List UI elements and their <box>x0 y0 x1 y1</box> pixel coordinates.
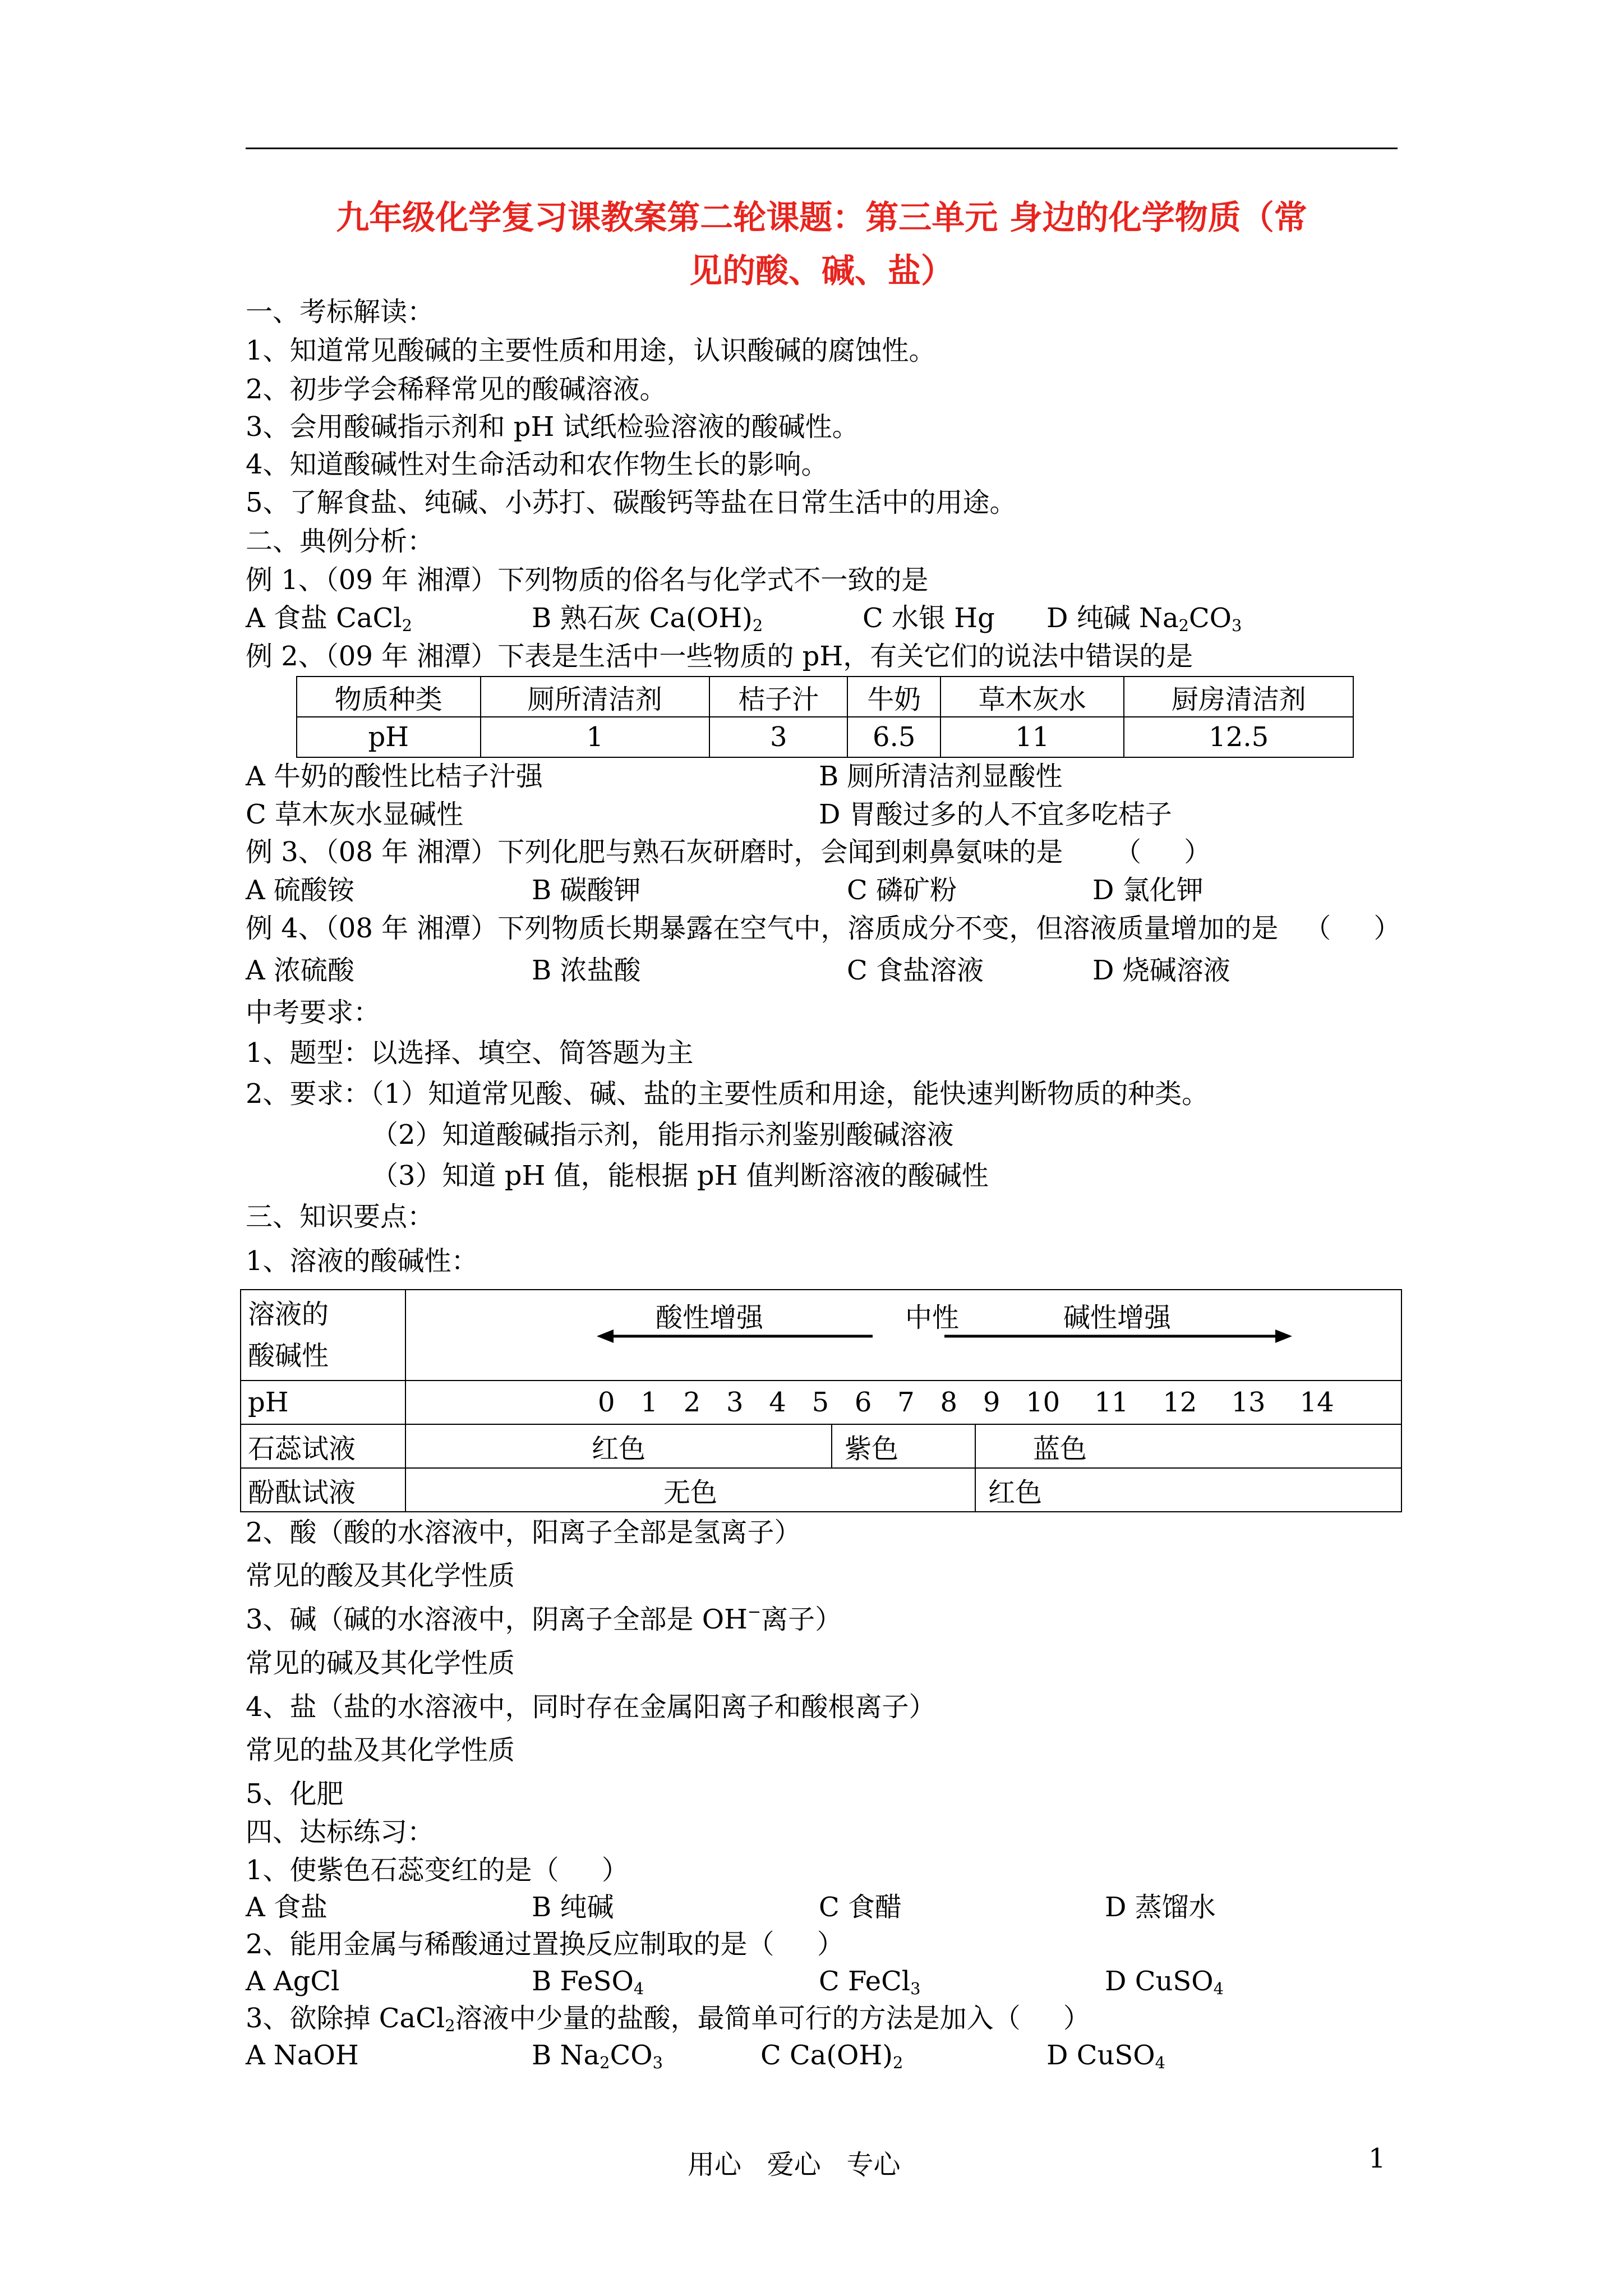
table-row <box>241 1468 1401 1512</box>
practice3-question: 3、欲除掉 CaCl$_2$溶液中少量的盐酸，最简单可行的方法是加入（ ） <box>246 2003 1090 2036</box>
section1-item-3: 3、会用酸碱指示剂和 pH 试纸检验溶液的酸碱性。 <box>246 411 859 443</box>
section3-sub1: 1、溶液的酸碱性： <box>246 1245 478 1277</box>
page-title <box>246 191 1398 297</box>
section1-item-5: 5、了解食盐、纯碱、小苏打、碳酸钙等盐在日常生活中的用途。 <box>246 487 1017 518</box>
zhongkao-item-3: （2）知道酸碱指示剂，能用指示剂鉴别酸碱溶液 <box>371 1119 954 1151</box>
practice1-question: 1、使紫色石蕊变红的是（ ） <box>246 1855 629 1886</box>
example3-option-a: A 硫酸铵 <box>246 875 354 906</box>
example1-question: 例 1、（09 年 湘潭）下列物质的俗名与化学式不一致的是 <box>246 564 929 596</box>
title-line-2: 见的酸、碱、盐） <box>689 251 954 290</box>
salt-properties: 常见的盐及其化学性质 <box>246 1734 515 1766</box>
table-cell: 红色 <box>975 1468 1401 1512</box>
practice2-option-c: C FeCl$_3$ <box>819 1966 921 1999</box>
table-row <box>297 677 1353 717</box>
title-line-1: 九年级化学复习课教案第二轮课题：第三单元 身边的化学物质（常 <box>336 198 1307 237</box>
acidity-scale-cell <box>405 1290 1401 1381</box>
section1-item-4: 4、知道酸碱性对生命活动和农作物生长的影响。 <box>246 449 828 480</box>
example2-question: 例 2、（09 年 湘潭）下表是生活中一些物质的 pH，有关它们的说法中错误的是 <box>246 641 1193 672</box>
practice3-option-d: D CuSO$_4$ <box>1046 2040 1165 2073</box>
table-cell: 12.5 <box>1124 717 1353 757</box>
table-cell: 蓝色 <box>975 1424 1401 1468</box>
example2-option-d: D 胃酸过多的人不宜多吃桔子 <box>819 799 1172 830</box>
table-header-cell: 厨房清洁剂 <box>1124 677 1353 717</box>
table-row <box>241 1290 1401 1381</box>
practice1-option-d: D 蒸馏水 <box>1105 1892 1216 1923</box>
table-cell: 1 <box>481 717 710 757</box>
table-cell: 6.5 <box>847 717 940 757</box>
table-cell: 紫色 <box>832 1424 975 1468</box>
base-definition: 3、碱（碱的水溶液中，阴离子全部是 OH−离子） <box>246 1602 842 1635</box>
section4-heading: 四、达标练习： <box>246 1816 435 1848</box>
table-header-cell: 草木灰水 <box>940 677 1124 717</box>
acid-increase-label: 酸性增强 <box>656 1302 764 1333</box>
example3-option-b: B 碳酸钾 <box>532 875 641 906</box>
row-label-line: 溶液的 <box>248 1299 329 1330</box>
section1-item-1: 1、知道常见酸碱的主要性质和用途，认识酸碱的腐蚀性。 <box>246 335 936 366</box>
table-cell: 酚酞试液 <box>241 1468 405 1512</box>
zhongkao-item-1: 1、题型：以选择、填空、简答题为主 <box>246 1037 694 1069</box>
page-number: 1 <box>1368 2143 1386 2174</box>
neutral-label: 中性 <box>905 1302 960 1333</box>
table-cell: 无色 <box>405 1468 975 1512</box>
base-arrow-icon <box>406 1290 1410 1380</box>
example3-question: 例 3、（08 年 湘潭）下列化肥与熟石灰研磨时，会闻到刺鼻氨味的是 （ ） <box>246 836 1211 868</box>
example1-option-c: C 水银 Hg <box>863 602 995 634</box>
base-increase-label: 碱性增强 <box>1063 1302 1172 1333</box>
row-label-line: 酸碱性 <box>248 1340 329 1372</box>
practice2-option-d: D CuSO$_4$ <box>1105 1966 1224 1999</box>
example4-option-a: A 浓硫酸 <box>246 955 354 986</box>
table-header-cell: 牛奶 <box>847 677 940 717</box>
zhongkao-item-4: （3）知道 pH 值，能根据 pH 值判断溶液的酸碱性 <box>371 1160 989 1191</box>
table-header-cell: 厕所清洁剂 <box>481 677 710 717</box>
example4-option-c: C 食盐溶液 <box>847 955 984 986</box>
fertilizer-heading: 5、化肥 <box>246 1778 344 1810</box>
table-cell: pH <box>241 1381 405 1424</box>
practice2-option-b: B FeSO$_4$ <box>532 1966 644 1999</box>
example4-option-b: B 浓盐酸 <box>532 955 641 986</box>
table-cell <box>241 1290 405 1381</box>
base-properties: 常见的碱及其化学性质 <box>246 1648 515 1679</box>
example1-option-b: B 熟石灰 $Ca(OH)_2$ <box>532 602 763 636</box>
acid-definition: 2、酸（酸的水溶液中，阳离子全部是氢离子） <box>246 1517 801 1548</box>
table-header-cell: 物质种类 <box>297 677 481 717</box>
example2-option-b: B 厕所清洁剂显酸性 <box>819 761 1063 792</box>
section1-item-2: 2、初步学会稀释常见的酸碱溶液。 <box>246 374 667 405</box>
practice2-question: 2、能用金属与稀酸通过置换反应制取的是（ ） <box>246 1929 844 1960</box>
salt-definition: 4、盐（盐的水溶液中，同时存在金属阳离子和酸根离子） <box>246 1691 936 1723</box>
practice3-option-c: C $Ca(OH)_2$ <box>760 2040 903 2073</box>
example2-option-a: A 牛奶的酸性比桔子汁强 <box>246 761 543 792</box>
footer-motto: 用心 爱心 专心 <box>688 2149 901 2180</box>
zhongkao-item-2: 2、要求：（1）知道常见酸、碱、盐的主要性质和用途，能快速判断物质的种类。 <box>246 1078 1209 1110</box>
section2-heading: 二、典例分析： <box>246 526 435 557</box>
table-cell: pH <box>297 717 481 757</box>
zhongkao-heading: 中考要求： <box>246 997 381 1028</box>
example4-question: 例 4、（08 年 湘潭）下列物质长期暴露在空气中，溶质成分不变，但溶液质量增加的是 （ ） <box>246 913 1401 944</box>
practice1-option-c: C 食醋 <box>819 1892 902 1923</box>
example1-option-d: D 纯碱 $Na_2CO_3$ <box>1046 602 1242 636</box>
acid-base-table <box>240 1289 1402 1512</box>
example2-option-c: C 草木灰水显碱性 <box>246 799 463 830</box>
table-cell: 3 <box>709 717 847 757</box>
table-cell: 石蕊试液 <box>241 1424 405 1468</box>
acid-properties: 常见的酸及其化学性质 <box>246 1560 515 1591</box>
practice2-option-a: A AgCl <box>246 1966 340 1997</box>
table-row <box>241 1381 1401 1424</box>
table-cell: 红色 <box>405 1424 832 1468</box>
section3-heading: 三、知识要点： <box>246 1201 435 1232</box>
table-header-cell: 桔子汁 <box>709 677 847 717</box>
section1-heading: 一、考标解读： <box>246 296 435 328</box>
table-row <box>297 717 1353 757</box>
practice3-option-b: B $Na_2CO_3$ <box>532 2040 663 2073</box>
ph-scale-numbers: 0 1 2 3 4 5 6 7 8 9 10 11 12 13 14 <box>405 1381 1401 1424</box>
ph-examples-table <box>296 676 1354 758</box>
example1-option-a: A 食盐 CaCl$_2$ <box>246 602 412 636</box>
header-rule <box>246 148 1398 149</box>
example4-option-d: D 烧碱溶液 <box>1092 955 1230 986</box>
table-cell: 11 <box>940 717 1124 757</box>
practice1-option-a: A 食盐 <box>246 1892 328 1923</box>
example3-option-d: D 氯化钾 <box>1092 875 1204 906</box>
practice1-option-b: B 纯碱 <box>532 1892 614 1923</box>
example3-option-c: C 磷矿粉 <box>847 875 957 906</box>
table-row <box>241 1424 1401 1468</box>
practice3-option-a: A NaOH <box>246 2040 359 2071</box>
